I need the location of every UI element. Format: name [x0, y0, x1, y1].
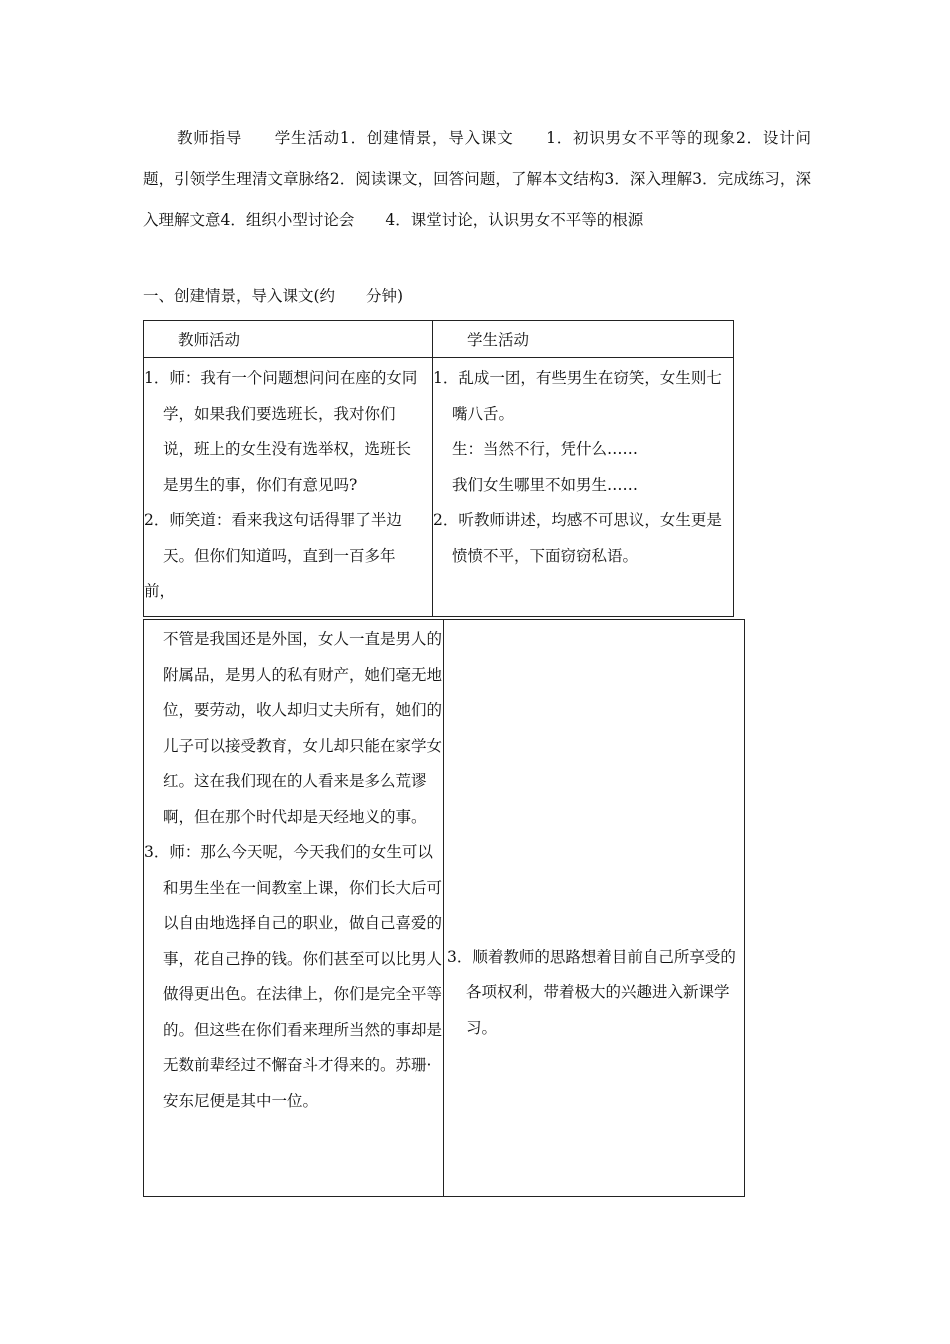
- section-heading: 一、创建情景，导入课文(约 分钟): [143, 287, 404, 305]
- table-row: [144, 620, 745, 1197]
- table-row: [144, 358, 734, 617]
- student-activity-cell: [444, 620, 745, 1197]
- table-header-row: [144, 321, 734, 358]
- student-item-1: 1．乱成一团，有些男生在窃笑，女生则七嘴八舌。: [433, 369, 722, 423]
- intro-text: 教师指导 学生活动1．创建情景，导入课文 1．初识男女不平等的现象2．设计问题，引领学生理清文章脉络2．阅读课文，回答问题，了解本文结构3．深入理解3．完成练习，深入理解文意4．组织小型讨论会 4．课堂讨论，认识男女不平等的根源: [143, 129, 811, 229]
- student-line-3: 我们女生哪里不如男生……: [452, 475, 639, 494]
- teacher-activity-cell: [144, 620, 444, 1197]
- student-item-2: 2．听教师讲述，均感不可思议，女生更是愤愤不平，下面窃窃私语。: [433, 511, 722, 565]
- teacher-activity-cell: [144, 358, 433, 617]
- teacher-item-1: 1．师：我有一个问题想问问在座的女同学，如果我们要选班长，我对你们说，班上的女生没有选举权，选班长是男生的事，你们有意见吗?: [144, 369, 418, 494]
- activity-table-1: [143, 320, 734, 617]
- activity-table-2: [143, 619, 745, 1197]
- student-activity-cell: [433, 358, 734, 617]
- teacher-continuation: 不管是我国还是外国，女人一直是男人的附属品，是男人的私有财产，她们毫无地位，要劳动，收人却归丈夫所有，她们的儿子可以接受教育，女儿却只能在家学女红。这在我们现在的人看来是多么荒谬啊，但在那个时代却是天经地义的事。: [163, 630, 443, 826]
- header-teacher-activity: 教师活动: [144, 321, 433, 358]
- student-line-2: 生：当然不行，凭什么……: [452, 440, 639, 458]
- teacher-item-2-tail: 前，: [144, 582, 176, 600]
- teacher-item-2: 2．师笑道：看来我这句话得罪了半边天。但你们知道吗，直到一百多年: [144, 511, 402, 565]
- teacher-item-3: 3．师：那么今天呢，今天我们的女生可以和男生坐在一间教室上课，你们长大后可以自由地选择自己的职业，做自己喜爱的事，花自己挣的钱。你们甚至可以比男人做得更出色。在法律上，你们是完全平等的。但这些在你们看来理所当然的事却是无数前辈经过不懈奋斗才得来的。苏珊·安东尼便是其中一位。: [144, 843, 443, 1110]
- intro-paragraph: [143, 118, 811, 241]
- header-student-activity: 学生活动: [433, 321, 734, 358]
- student-item-3: 3．顺着教师的思路想着目前自己所享受的各项权利，带着极大的兴趣进入新课学习。: [447, 947, 736, 1037]
